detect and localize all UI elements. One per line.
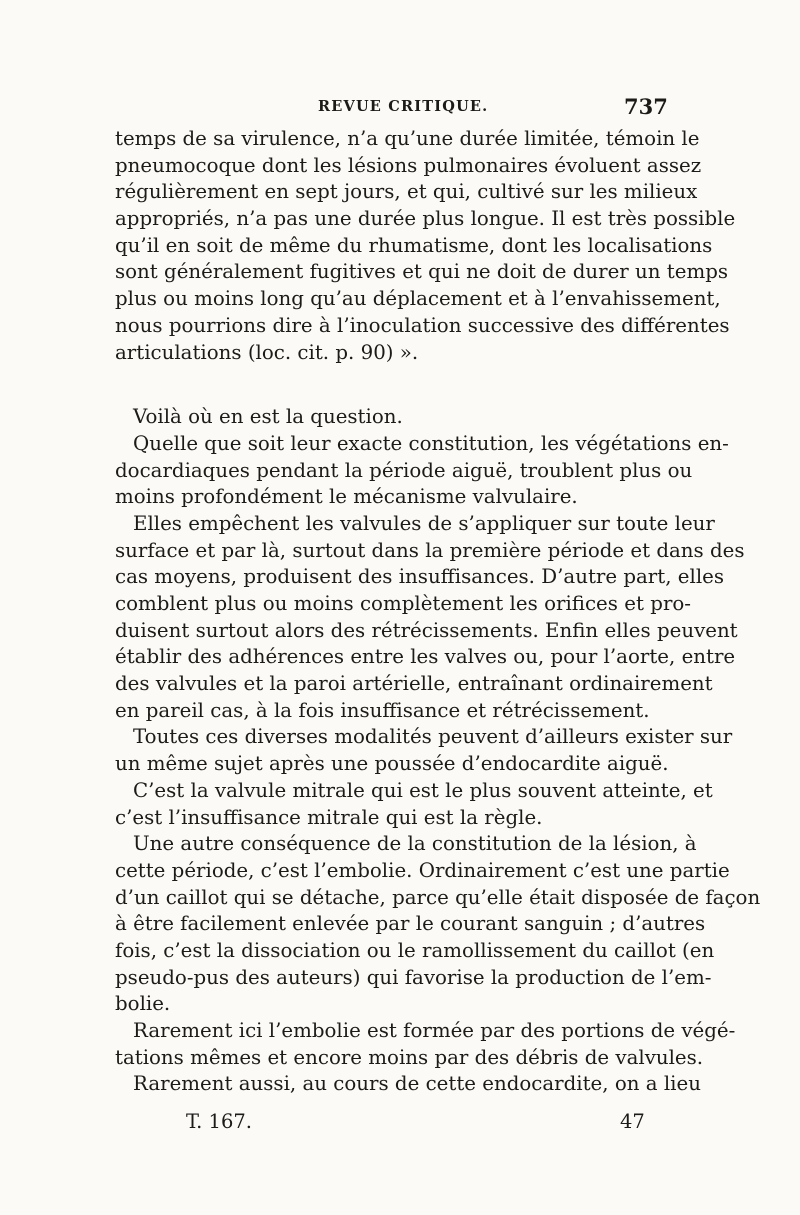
text-line: duisent surtout alors des rétrécissements. Enfin elles peuvent [115, 618, 738, 642]
text-line: d’un caillot qui se détache, parce qu’elle était disposée de façon [115, 885, 761, 909]
text-line: articulations (loc. cit. p. 90) ». [115, 340, 419, 364]
text-line: un même sujet après une poussée d’endocardite aiguë. [115, 752, 669, 776]
text-line: régulièrement en sept jours, et qui, cultivé sur les milieux [115, 180, 698, 204]
page-footer [0, 1110, 800, 1138]
running-head [0, 96, 800, 122]
text-line: temps de sa virulence, n’a qu’une durée limitée, témoin le [115, 127, 700, 150]
paragraph [115, 1071, 701, 1098]
text-line: fois, c’est la dissociation ou le ramollissement du caillot (en [115, 938, 715, 962]
text-line: à être facilement enlevée par le courant sanguin ; d’autres [115, 912, 706, 936]
text-line: Quelle que soit leur exacte constitution, les végétations en- [133, 431, 729, 455]
paragraph-continued [115, 126, 736, 366]
text-line: c’est l’insuffisance mitrale qui est la règle. [115, 805, 543, 829]
text-line: docardiaques pendant la période aiguë, troublent plus ou [115, 458, 693, 482]
text-line: cette période, c’est l’embolie. Ordinairement c’est une partie [115, 858, 730, 882]
text-line: qu’il en soit de même du rhumatisme, dont les localisations [115, 233, 713, 257]
paragraph [115, 404, 691, 431]
text-line: plus ou moins long qu’au déplacement et à l’envahissement, [115, 287, 721, 311]
text-line: Rarement aussi, au cours de cette endocardite, on a lieu [133, 1072, 701, 1096]
text-line: Une autre conséquence de la constitution de la lésion, à [133, 832, 697, 856]
body-text [115, 126, 761, 1098]
text-line: surface et par là, surtout dans la première période et dans des [115, 538, 745, 562]
text-line: pneumocoque dont les lésions pulmonaires évoluent assez [115, 153, 702, 177]
page-number: 737 [624, 94, 668, 119]
text-line: bolie. [115, 992, 171, 1016]
text-line: Rarement ici l’embolie est formée par des portions de végé- [133, 1019, 736, 1042]
text-line: moins profondément le mécanisme valvulaire. [115, 485, 578, 509]
paragraph [115, 431, 729, 511]
text-line: appropriés, n’a pas une durée plus longue. Il est très possible [115, 207, 736, 231]
text-line: tations mêmes et encore moins par des débris de valvules. [115, 1045, 704, 1069]
text-line: nous pourrions dire à l’inoculation successive des différentes [115, 313, 730, 337]
text-line: Voilà où en est la question. [133, 405, 403, 429]
text-line: Toutes ces diverses modalités peuvent d’ailleurs exister sur [133, 725, 733, 749]
text-line: comblent plus ou moins complètement les orifices et pro- [115, 592, 691, 615]
text-line: des valvules et la paroi artérielle, entraînant ordinairement [115, 672, 713, 696]
text-line: cas moyens, produisent des insuffisances. D’autre part, elles [115, 565, 724, 589]
section-gap [115, 366, 691, 404]
text-line: établir des adhérences entre les valves ou, pour l’aorte, entre [115, 645, 736, 669]
sheet-number: 47 [620, 1110, 645, 1133]
signature-mark: T. 167. [186, 1110, 252, 1133]
text-line: sont généralement fugitives et qui ne doit de durer un temps [115, 260, 729, 284]
paragraph [115, 831, 761, 1018]
paragraph [115, 511, 745, 725]
paragraph [115, 724, 733, 777]
paragraph [115, 1018, 736, 1071]
running-title: REVUE CRITIQUE. [318, 98, 489, 115]
text-line: Elles empêchent les valvules de s’appliquer sur toute leur [133, 511, 715, 535]
text-line: en pareil cas, à la fois insuffisance et rétrécissement. [115, 698, 650, 722]
paragraph [115, 778, 713, 831]
text-line: pseudo-pus des auteurs) qui favorise la production de l’em- [115, 965, 712, 989]
text-line: C’est la valvule mitrale qui est le plus souvent atteinte, et [133, 778, 713, 802]
